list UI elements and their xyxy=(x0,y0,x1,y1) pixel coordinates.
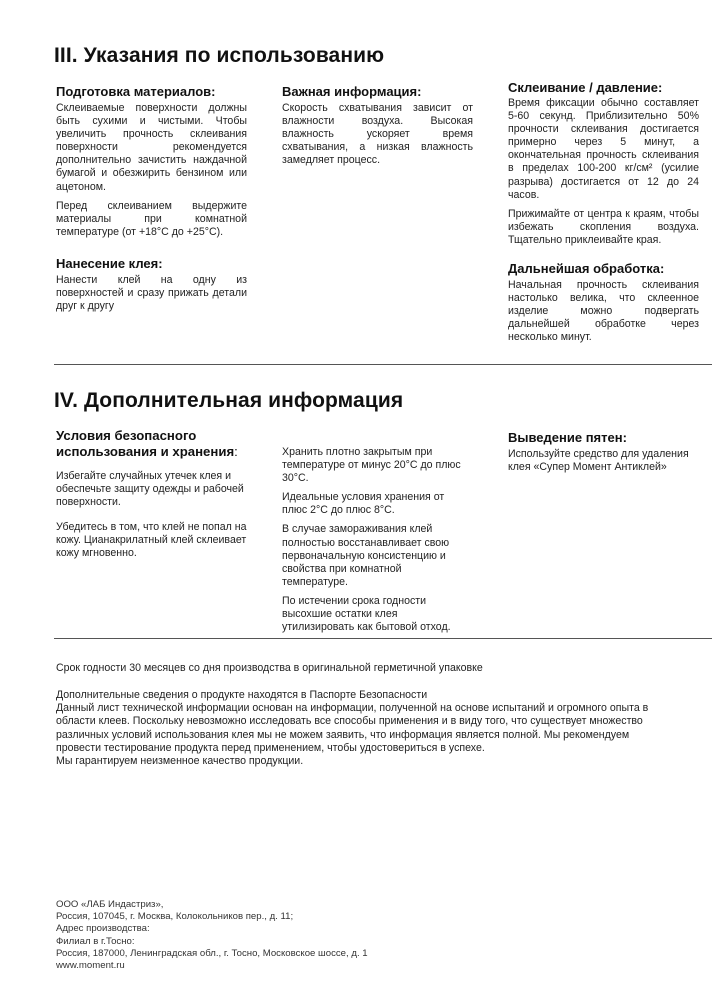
apply-glue-text: Нанести клей на одну из поверхностей и сразу прижать детали друг к другу xyxy=(56,273,247,313)
section4-col2 xyxy=(282,446,467,634)
heading-safe-use xyxy=(56,428,247,460)
heading-safe-use-line1: Условия безопасного xyxy=(56,428,197,443)
section4-col1 xyxy=(56,428,247,561)
stain-removal-text: Используйте средство для удаления клея «Супер Момент Антиклей» xyxy=(508,448,689,474)
divider-line xyxy=(54,364,712,365)
section4-col3 xyxy=(508,430,699,474)
heading-prep-materials: Подготовка материалов: xyxy=(56,84,216,99)
disclaimer-line: Дополнительные сведения о продукте находятся в Паспорте Безопасности xyxy=(56,689,428,701)
branch-address: Россия, 187000, Ленинградская обл., г. Тосно, Московское шоссе, д. 1 xyxy=(56,947,368,959)
company-footer xyxy=(56,899,556,972)
storage-temp-text: Хранить плотно закрытым при температуре от минус 20°С до плюс 30°С. xyxy=(282,446,461,485)
disclaimer-line: провести тестирование продукта перед применением, чтобы удостовериться в успехе. xyxy=(56,741,485,754)
prep-materials-text: Склеиваемые поверхности должны быть сухими и чистыми. Чтобы увеличить прочность склеивания поверхности рекомендуется дополнительно зачистить наждачной бумагой и обезжирить бензином или ацетоном. xyxy=(56,102,247,193)
disclaimer-block xyxy=(56,689,716,768)
disposal-text: По истечении срока годности высохшие остатки клея утилизировать как бытовой отход. xyxy=(282,594,451,634)
website-link[interactable]: www.moment.ru xyxy=(56,960,125,972)
production-address-label: Адрес производства: xyxy=(56,923,150,935)
company-address: Россия, 107045, г. Москва, Колокольников пер., д. 11; xyxy=(56,911,294,923)
divider-line xyxy=(54,638,712,639)
heading-stain-removal: Выведение пятен: xyxy=(508,430,627,445)
disclaimer-line: различных условий использования клея мы не можем заявить, что информация является полной. Мы рекомендуем xyxy=(56,728,630,741)
section3-col2 xyxy=(282,84,473,167)
avoid-leaks-text: Избегайте случайных утечек клея и обеспечьте защиту одежды и рабочей поверхности. xyxy=(56,470,244,509)
important-info-text: Скорость схватывания зависит от влажности воздуха. Высокая влажность ускоряет время схватывания, а низкая влажность замедляет процесс. xyxy=(282,102,473,167)
skin-warning-text: Убедитесь в том, что клей не попал на кожу. Цианакрилатный клей склеивает кожу мгновенно. xyxy=(56,521,247,560)
disclaimer-line: области клеев. Поскольку невозможно исследовать все способы применения и в виду того, что существует множество xyxy=(56,715,643,728)
freezing-text: В случае замораживания клей полностью восстанавливает свою первоначальную консистенцию и свойства при комнатной температуре. xyxy=(282,523,450,588)
press-edges-text: Прижимайте от центра к краям, чтобы избежать скопления воздуха. Тщательно приклеивайте края. xyxy=(508,207,699,246)
section3-title: III. Указания по использованию xyxy=(54,44,385,67)
branch-label: Филиал в г.Тосно: xyxy=(56,935,135,947)
heading-further-processing: Дальнейшая обработка: xyxy=(508,261,665,277)
heading-safe-use-line2: использования и хранения xyxy=(56,444,235,459)
heading-safe-use-colon: : xyxy=(234,444,238,459)
company-name: ООО «ЛАБ Индастриз», xyxy=(56,899,164,910)
section3-col3 xyxy=(508,80,699,345)
shelf-life-text: Срок годности 30 месяцев со дня производства в оригинальной герметичной упаковке xyxy=(56,662,483,674)
bonding-pressure-text: Время фиксации обычно составляет 5-60 секунд. Приблизительно 50% прочности склеивания достигается примерно через 5 минут, а окончательная прочность склеивания в пределах 100-200 кг/см² (усилие разрыва) достигается от 12 до 24 часов. xyxy=(508,97,699,201)
section4-title: IV. Дополнительная информация xyxy=(54,389,404,412)
prep-temperature-text: Перед склеиванием выдержите материалы при комнатной температуре (от +18°С до +25°С). xyxy=(56,199,247,238)
disclaimer-line: Данный лист технической информации основан на информации, полученной на основе испытаний и огромного опыта в xyxy=(56,702,649,715)
section3-col1 xyxy=(56,84,247,313)
disclaimer-line: Мы гарантируем неизменное качество продукции. xyxy=(56,755,304,768)
ideal-storage-text: Идеальные условия хранения от плюс 2°С до плюс 8°С. xyxy=(282,491,445,517)
further-processing-text: Начальная прочность склеивания настолько велика, что склеенное изделие можно подвергать дальнейшей обработке через несколько минут. xyxy=(508,279,699,344)
heading-bonding-pressure: Склеивание / давление: xyxy=(508,80,663,95)
heading-important-info: Важная информация: xyxy=(282,84,422,99)
heading-apply-glue: Нанесение клея: xyxy=(56,255,163,271)
